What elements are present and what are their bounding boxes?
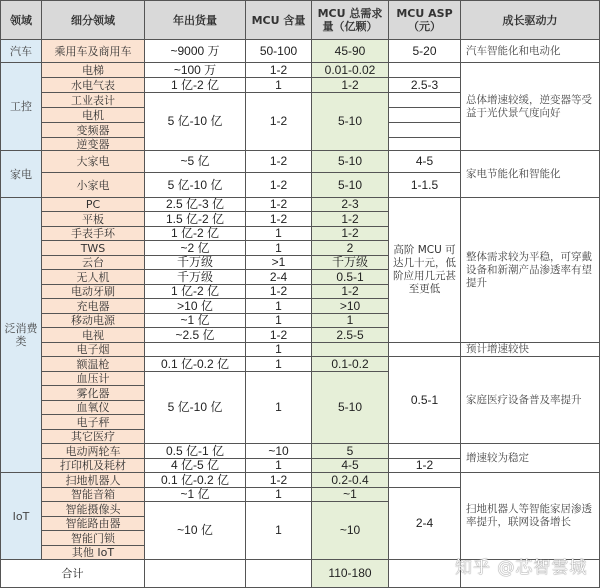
mcu-content-cell: 1-2: [245, 150, 312, 173]
growth-driver-cell: 增速较为稳定: [460, 443, 600, 473]
mcu-total-demand-cell: 45-90: [311, 39, 389, 63]
mcu-content-cell: 1: [245, 487, 312, 502]
mcu-asp-cell: 5-20: [388, 39, 461, 63]
annual-shipment-cell: 1 亿-2 亿: [144, 226, 246, 241]
mcu-asp-cell: [388, 137, 461, 151]
mcu-total-demand-cell: >10: [311, 298, 389, 314]
mcu-asp-cell: [388, 472, 461, 488]
annual-shipment-cell: 1.5 亿-2 亿: [144, 211, 246, 227]
column-header: MCU 含量: [245, 0, 312, 40]
subdomain-cell: 雾化器: [41, 385, 145, 401]
subdomain-cell: 智能音箱: [41, 487, 145, 502]
mcu-content-cell: 1: [245, 298, 312, 314]
annual-shipment-cell: ~5 亿: [144, 150, 246, 173]
subdomain-cell: 电机: [41, 107, 145, 123]
annual-shipment-cell: 5 亿-10 亿: [144, 371, 246, 444]
subdomain-cell: 额温枪: [41, 356, 145, 372]
mcu-content-cell: 1-2: [245, 197, 312, 212]
subdomain-cell: 电动两轮车: [41, 443, 145, 459]
total-label-cell: 合计: [0, 559, 145, 588]
annual-shipment-cell: >10 亿: [144, 298, 246, 314]
subdomain-cell: 血压计: [41, 371, 145, 386]
growth-driver-cell: 汽车智能化和电动化: [460, 39, 600, 63]
growth-driver-cell: 扫地机器人等智能家居渗透率提升，联网设备增长: [460, 472, 600, 560]
subdomain-cell: 其它医疗: [41, 429, 145, 444]
watermark: 知乎 @芯智雲城: [455, 558, 588, 578]
subdomain-cell: 乘用车及商用车: [41, 39, 145, 63]
mcu-total-demand-cell: 0.2-0.4: [311, 472, 389, 488]
growth-driver-cell: 预计增速较快: [460, 342, 600, 357]
annual-shipment-cell: 1 亿-2 亿: [144, 77, 246, 93]
subdomain-cell: 智能摄像头: [41, 501, 145, 517]
annual-shipment-cell: [144, 342, 246, 357]
mcu-content-cell: 1-2: [245, 172, 312, 198]
mcu-content-cell: [245, 559, 312, 588]
annual-shipment-cell: ~2 亿: [144, 240, 246, 256]
mcu-content-cell: 1-2: [245, 92, 312, 151]
mcu-asp-cell: 高阶 MCU 可达几十元，低阶应用几元甚至更低: [388, 197, 461, 343]
mcu-total-demand-cell: ~1: [311, 487, 389, 502]
column-header: MCU 总需求量（亿颗）: [311, 0, 389, 40]
subdomain-cell: 工业表计: [41, 92, 145, 108]
subdomain-cell: 智能门锁: [41, 530, 145, 546]
mcu-asp-cell: 2-4: [388, 487, 461, 560]
domain-cell: 泛消费类: [0, 197, 42, 473]
domain-cell: 工控: [0, 62, 42, 151]
mcu-total-demand-cell: 5-10: [311, 371, 389, 444]
subdomain-cell: 电梯: [41, 62, 145, 78]
mcu-content-cell: ~10: [245, 443, 312, 459]
growth-driver-cell: 总体增速较缓，逆变器等受益于光伏景气度向好: [460, 62, 600, 151]
subdomain-cell: 电子秤: [41, 414, 145, 430]
mcu-total-demand-cell: 0.1-0.2: [311, 356, 389, 372]
mcu-total-demand-cell: 千万级: [311, 255, 389, 270]
subdomain-cell: 无人机: [41, 269, 145, 285]
subdomain-cell: 充电器: [41, 298, 145, 314]
mcu-content-cell: 1-2: [245, 211, 312, 227]
mcu-total-demand-cell: 5-10: [311, 150, 389, 173]
mcu-asp-cell: 2.5-3: [388, 77, 461, 93]
annual-shipment-cell: 千万级: [144, 255, 246, 270]
column-header: 领域: [0, 0, 42, 40]
mcu-content-cell: >1: [245, 255, 312, 270]
mcu-total-demand-cell: 1-2: [311, 226, 389, 241]
mcu-content-cell: 1: [245, 226, 312, 241]
column-header: 成长驱动力: [460, 0, 600, 40]
domain-cell: 汽车: [0, 39, 42, 63]
subdomain-cell: 逆变器: [41, 137, 145, 151]
annual-shipment-cell: 5 亿-10 亿: [144, 172, 246, 198]
subdomain-cell: 电视: [41, 327, 145, 343]
mcu-total-demand-cell: 1: [311, 313, 389, 328]
mcu-asp-cell: [388, 342, 461, 357]
domain-cell: IoT: [0, 472, 42, 560]
annual-shipment-cell: 0.5 亿-1 亿: [144, 443, 246, 459]
subdomain-cell: 电子烟: [41, 342, 145, 357]
growth-driver-cell: 家电节能化和智能化: [460, 150, 600, 198]
domain-cell: 家电: [0, 150, 42, 198]
mcu-total-demand-cell: 1-2: [311, 211, 389, 227]
annual-shipment-cell: 0.1 亿-0.2 亿: [144, 356, 246, 372]
mcu-content-cell: 2-4: [245, 269, 312, 285]
mcu-total-demand-cell: 5-10: [311, 172, 389, 198]
mcu-content-cell: 1: [245, 356, 312, 372]
subdomain-cell: 云台: [41, 255, 145, 270]
mcu-asp-cell: 0.5-1: [388, 356, 461, 444]
subdomain-cell: 其他 IoT: [41, 545, 145, 560]
annual-shipment-cell: 千万级: [144, 269, 246, 285]
annual-shipment-cell: 2.5 亿-3 亿: [144, 197, 246, 212]
mcu-asp-cell: [388, 92, 461, 108]
column-header: 年出货量: [144, 0, 246, 40]
mcu-content-cell: 1-2: [245, 327, 312, 343]
annual-shipment-cell: ~9000 万: [144, 39, 246, 63]
mcu-asp-cell: 4-5: [388, 150, 461, 173]
mcu-content-cell: 1-2: [245, 472, 312, 488]
annual-shipment-cell: ~1 亿: [144, 487, 246, 502]
mcu-total-demand-cell: [311, 342, 389, 357]
subdomain-cell: 大家电: [41, 150, 145, 173]
mcu-total-demand-cell: 2: [311, 240, 389, 256]
annual-shipment-cell: ~10 亿: [144, 501, 246, 560]
subdomain-cell: 打印机及耗材: [41, 458, 145, 473]
subdomain-cell: 移动电源: [41, 313, 145, 328]
mcu-asp-cell: [388, 107, 461, 123]
mcu-content-cell: 1: [245, 77, 312, 93]
annual-shipment-cell: 0.1 亿-0.2 亿: [144, 472, 246, 488]
mcu-asp-cell: [388, 559, 461, 588]
mcu-content-cell: 1: [245, 240, 312, 256]
growth-driver-cell: 家庭医疗设备普及率提升: [460, 356, 600, 444]
subdomain-cell: 电动牙刷: [41, 284, 145, 299]
mcu-content-cell: 1-2: [245, 284, 312, 299]
mcu-total-demand-cell: 0.5-1: [311, 269, 389, 285]
subdomain-cell: 血氧仪: [41, 400, 145, 415]
annual-shipment-cell: ~1 亿: [144, 313, 246, 328]
mcu-content-cell: 50-100: [245, 39, 312, 63]
subdomain-cell: 智能路由器: [41, 516, 145, 531]
annual-shipment-cell: ~2.5 亿: [144, 327, 246, 343]
mcu-total-demand-cell: 5: [311, 443, 389, 459]
subdomain-cell: 变频器: [41, 122, 145, 138]
subdomain-cell: 手表手环: [41, 226, 145, 241]
annual-shipment-cell: 4 亿-5 亿: [144, 458, 246, 473]
mcu-total-demand-cell: 1-2: [311, 77, 389, 93]
subdomain-cell: 水电气表: [41, 77, 145, 93]
mcu-total-demand-cell: 4-5: [311, 458, 389, 473]
subdomain-cell: TWS: [41, 240, 145, 256]
mcu-asp-cell: [388, 443, 461, 459]
column-header: 细分领域: [41, 0, 145, 40]
annual-shipment-cell: [144, 559, 246, 588]
mcu-total-demand-cell: ~10: [311, 501, 389, 560]
mcu-content-cell: 1: [245, 313, 312, 328]
annual-shipment-cell: 1 亿-2 亿: [144, 284, 246, 299]
mcu-total-demand-cell: 0.01-0.02: [311, 62, 389, 78]
annual-shipment-cell: 5 亿-10 亿: [144, 92, 246, 151]
mcu-total-demand-cell: 110-180: [311, 559, 389, 588]
mcu-total-demand-cell: 1-2: [311, 284, 389, 299]
mcu-total-demand-cell: 5-10: [311, 92, 389, 151]
mcu-asp-cell: 1-2: [388, 458, 461, 473]
subdomain-cell: 平板: [41, 211, 145, 227]
mcu-content-cell: 1: [245, 342, 312, 357]
mcu-content-cell: 1-2: [245, 62, 312, 78]
growth-driver-cell: 整体需求较为平稳，可穿戴设备和新潮产品渗透率有望提升: [460, 197, 600, 343]
column-header: MCU ASP（元）: [388, 0, 461, 40]
subdomain-cell: PC: [41, 197, 145, 212]
mcu-content-cell: 1: [245, 501, 312, 560]
mcu-content-cell: 1: [245, 371, 312, 444]
mcu-asp-cell: [388, 62, 461, 78]
mcu-content-cell: 1: [245, 458, 312, 473]
mcu-total-demand-cell: 2-3: [311, 197, 389, 212]
subdomain-cell: 扫地机器人: [41, 472, 145, 488]
mcu-total-demand-cell: 2.5-5: [311, 327, 389, 343]
annual-shipment-cell: ~100 万: [144, 62, 246, 78]
subdomain-cell: 小家电: [41, 172, 145, 198]
mcu-asp-cell: 1-1.5: [388, 172, 461, 198]
mcu-asp-cell: [388, 122, 461, 138]
